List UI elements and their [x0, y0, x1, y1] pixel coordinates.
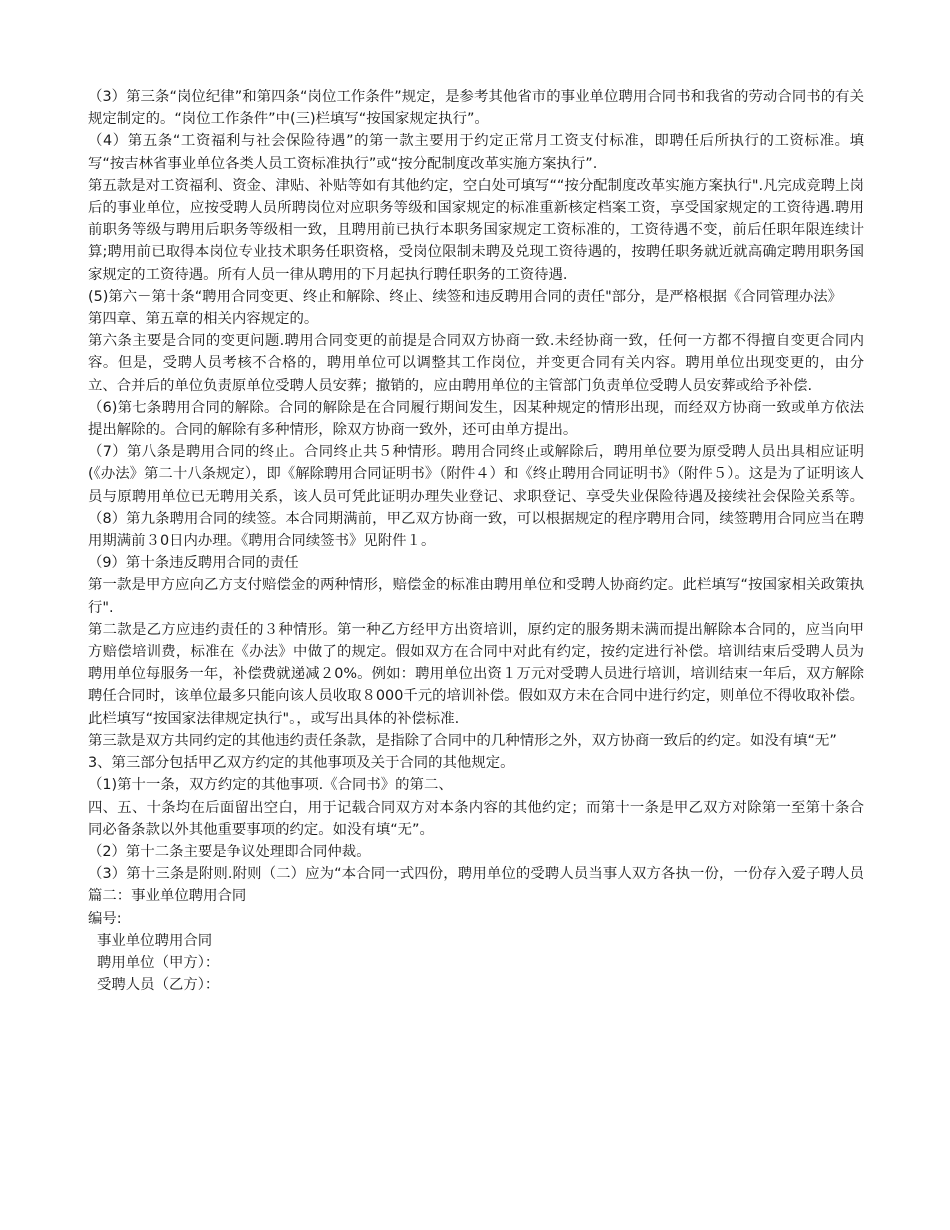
paragraph-article-11-continued: 四、五、十条均在后面留出空白，用于记载合同双方对本条内容的其他约定；而第十一条是甲乙双方对除第一至第十条合同必备条款以外其他重要事项的约定。如没有填“无”。 [88, 799, 864, 838]
paragraph-article-6: 第六条主要是合同的变更问题.聘用合同变更的前提是合同双方协商一致.未经协商一致，任何一方都不得擅自变更合同内容。但是，受聘人员考核不合格的，聘用单位可以调整其工作岗位，并变更合同有关内容。聘用单位出现变更的，由分立、合并后的单位负责原单位受聘人员安葬；撤销的，应由聘用单位的主管部门负责单位受聘人员安葬或给予补偿. [88, 333, 864, 394]
paragraph-article-5: （4）第五条“工资福利与社会保险待遇”的第一款主要用于约定正常月工资支付标准，即聘任后所执行的工资标准。填写“按吉林省事业单位各类人员工资标准执行”或“按分配制度改革实施方案执行”. [88, 133, 864, 172]
employer-label: 聘用单位（甲方）： [97, 954, 220, 971]
paragraph-article-10-clause-3: 第三款是双方共同约定的其他违约责任条款，是指除了合同中的几种情形之外，双方协商一致后的约定。如没有填“无” [88, 732, 837, 749]
employee-label: 受聘人员（乙方）： [97, 977, 220, 994]
paragraph-chapters-4-5: 第四章、第五章的相关内容规定的。 [88, 311, 319, 328]
paragraph-article-8-9: （7）第八条是聘用合同的终止。合同终止共５种情形。聘用合同终止或解除后，聘用单位要为原受聘人员出具相应证明(《办法》第二十八条规定），即《解除聘用合同证明书》（附件４）和《终止聘用合同证明书》（附件５）。这是为了证明该人员与原聘用单位已无聘用关系，该人员可凭此证明办理失业登记、求职登记、享受失业保险待遇及接续社会保险关系等。（8）第九条聘用合同的续签。本合同期满前，甲乙双方协商一致，可以根据规定的程序聘用合同，续签聘用合同应当在聘用期满前３0日内办理。《聘用合同续签书》见附件１。 [88, 444, 864, 550]
paragraph-part-3: 3、第三部分包括甲乙双方约定的其他事项及关于合同的其他规定。 [88, 755, 515, 772]
contract-title: 事业单位聘用合同 [97, 932, 213, 949]
document-body [88, 86, 864, 996]
paragraph-article-10-heading: （9）第十条违反聘用合同的责任 [88, 555, 299, 572]
paragraph-article-7: （6)第七条聘用合同的解除。合同的解除是在合同履行期间发生，因某种规定的情形出现，而经双方协商一致或单方依法提出解除的。合同的解除有多种情形，除双方协商一致外，还可由单方提出。 [88, 399, 864, 439]
paragraph-article-11: （1)第十一条，双方约定的其他事项.《合同书》的第二、 [88, 777, 453, 794]
paragraph-article-13: （3）第十三条是附则.附则（二）应为“本合同一式四份，聘用单位的受聘人员当事人双方各执一份，一份存入爱子聘人员篇二：事业单位聘用合同 [88, 866, 864, 905]
paragraph-article-10-clause-1: 第一款是甲方应向乙方支付赔偿金的两种情形，赔偿金的标准由聘用单位和受聘人协商约定。此栏填写“按国家相关政策执行". [88, 577, 864, 616]
contract-number-label: 编号: [88, 910, 122, 927]
paragraph-articles-6-10: (5)第六－第十条“聘用合同变更、终止和解除、终止、续签和违反聘用合同的责任"部分，是严格根据《合同管理办法》 [88, 288, 842, 305]
paragraph-article-12: （2）第十二条主要是争议处理即合同仲裁。 [88, 843, 371, 860]
paragraph-article-10-clause-2: 第二款是乙方应违约责任的３种情形。第一种乙方经甲方出资培训，原约定的服务期未满而提出解除本合同的，应当向甲方赔偿培训费，标准在《办法》中做了的规定。假如双方在合同中对此有约定，按约定进行补偿。培训结束后受聘人员为聘用单位每服务一年，补偿费就递减２0%。例如：聘用单位出资１万元对受聘人员进行培训，培训结束一年后，双方解除聘任合同时，该单位最多只能向该人员收取８000千元的培训补偿。假如双方未在合同中进行约定，则单位不得收取补偿。此栏填写“按国家法律规定执行"。，或写出具体的补偿标准. [88, 621, 864, 727]
paragraph-article-5-clause-5: 第五款是对工资福利、资金、津贴、补贴等如有其他约定，空白处可填写““按分配制度改革实施方案执行".凡完成竞聘上岗后的事业单位，应按受聘人员所聘岗位对应职务等级和国家规定的标准重新核定档案工资，享受国家规定的工资待遇.聘用前职务等级与聘用后职务等级相一致，且聘用前已执行本职务国家规定工资标准的，工资待遇不变，前后任职年限连续计算;聘用前已取得本岗位专业技术职务任职资格，受岗位限制未聘及兑现工资待遇的，按聘任职务就近就高确定聘用职务国家规定的工资待遇。所有人员一律从聘用的下月起执行聘任职务的工资待遇. [88, 177, 864, 283]
paragraph-article-3-4: （3）第三条“岗位纪律”和第四条“岗位工作条件”规定，是参考其他省市的事业单位聘用合同书和我省的劳动合同书的有关规定制定的。“岗位工作条件”中(三)栏填写“按国家规定执行”。 [88, 89, 864, 128]
